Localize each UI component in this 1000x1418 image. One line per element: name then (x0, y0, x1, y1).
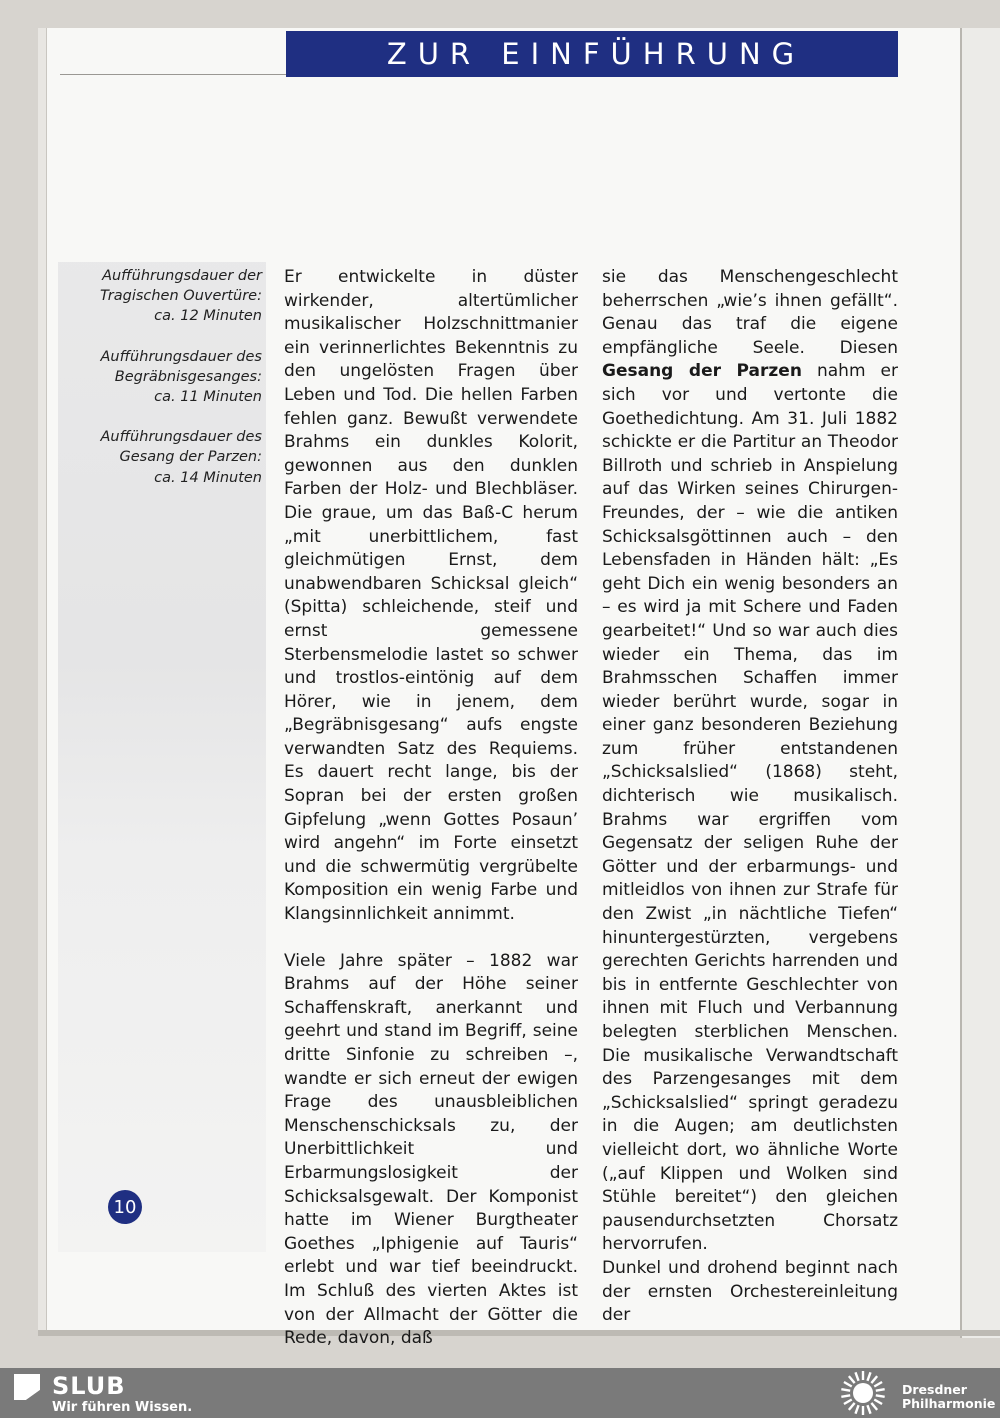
page-number-badge (108, 1190, 142, 1224)
text-column-left (284, 266, 578, 1351)
partner-name-line2: Philharmonie (902, 1396, 996, 1411)
duration-note-parzen: Aufführungsdauer des Gesang der Parzen: ca. 14 Minuten (100, 429, 262, 486)
sidebar-notes (96, 266, 262, 508)
header-rule (60, 74, 290, 75)
duration-note-begraebnis: Aufführungsdauer des Begräbnisgesanges: ca. 11 Minuten (100, 348, 262, 406)
partner-name[interactable] (902, 1383, 995, 1411)
paragraph (602, 266, 898, 1257)
page-binding-edge (38, 28, 47, 1334)
partner-name-line1: Dresdner (902, 1382, 967, 1397)
slub-logo-icon[interactable] (12, 1372, 42, 1402)
text-run: nahm er sich vor und vertonte die Goethedichtung. Am 31. Juli 1882 schickte er die Partitur an Theodor Billroth und schrieb in Anspielung auf das Wirken seines Chirurgen-Freundes, der – wie die antiken Schicksalsgöttinnen auch – den Lebensfaden in Händen hält: „Es geht Dich ein wenig besonders an – es wird ja mit Schere und Faden gearbeitet!“ Und so war auch dies wieder ein Thema, das im Brahmsschen Schaffen immer wieder berührt wurde, sogar in einer ganz besonderen Beziehung zum früher entstandenen „Schicksalslied“ (1868) steht, dichterisch wie musikalisch. Brahms war ergriffen vom Gegensatz der seligen Ruhe der Götter und der erbarmungs- und mitleidlos von ihnen zur Strafe für den Zwist „in nächtliche Tiefen“ hinuntergestürzten, vergebens gerechten Gerichts harrenden und bis in entfernte Geschlechter von ihnen mit Fluch und Verbannung belegten sterblichen Menschen. Die musikalische Verwandtschaft des Parzengesanges mit dem „Schicksalslied“ springt geradezu in die Augen; am deutlichsten vielleicht dort, wo ähnliche Worte („auf Klippen und Wolken sind Stühle bereitet“) den gleichen pausendurchsetzten Chorsatz hervorrufen. (602, 361, 898, 1255)
dresdner-philharmonie-logo-icon[interactable] (840, 1370, 886, 1416)
paragraph: Dunkel und drohend beginnt nach der ernsten Orchestereinleitung der (602, 1257, 898, 1326)
paragraph: Viele Jahre später – 1882 war Brahms auf der Höhe seiner Schaffenskraft, anerkannt und geehrt und stand im Begriff, seine dritte Sinfonie zu schreiben –, wandte er sich erneut der ewigen Frage des unausbleiblichen Menschenschicksals zu, der Unerbittlichkeit und Erbarmungslosigkeit der Schicksalsgewalt. Der Komponist hatte im Wiener Burgtheater Goethes „Iphigenie auf Tauris“ erlebt und war tief beeindruckt. Im Schluß des vierten Aktes ist von der Allmacht der Götter die Rede, davon, daß (284, 950, 578, 1349)
duration-note-overture: Aufführungsdauer der Tragischen Ouvertüre: ca. 12 Minuten (100, 268, 262, 325)
library-name[interactable]: SLUB (52, 1372, 126, 1400)
text-run: sie das Menschengeschlecht beherrschen „wie’s ihnen gefällt“. Genau das traf die eigene empfängliche Seele. Diesen (602, 267, 898, 358)
page-number: 10 (113, 1196, 137, 1218)
work-title-bold: Gesang der Parzen (602, 361, 802, 382)
library-tagline: Wir führen Wissen. (52, 1400, 193, 1415)
next-page-edge (960, 28, 1000, 1338)
text-column-right (602, 266, 898, 1328)
paragraph: Er entwickelte in düster wirkender, altertümlicher musikalischer Holzschnittmanier ein verinnerlichtes Bekenntnis zu den ungelösten Fragen über Leben und Tod. Die hellen Farben fehlen ganz. Bewußt verwendete Brahms ein dunkles Kolorit, gewonnen aus den dunklen Farben der Holz- und Blechbläser. Die graue, um das Baß-C herum „mit unerbittlichem, fast gleichmütigen Ernst, dem unabwendbaren Schicksal gleich“ (Spitta) schleichende, steif und ernst gemessene Sterbensmelodie lastet so schwer und trostlos-eintönig auf dem Hörer, wie in jenem, dem „Begräbnisgesang“ aufs engste verwandten Satz des Requiems. Es dauert recht lange, bis der Sopran bei der ersten großen Gipfelung „wenn Gottes Posaun’ wird angehn“ im Forte einsetzt und die schwermütig vergrübelte Komposition ein wenig Farbe und Klangsinnlichkeit annimmt. (284, 267, 578, 925)
section-title: ZUR EINFÜHRUNG (386, 37, 806, 71)
section-header (286, 31, 898, 77)
